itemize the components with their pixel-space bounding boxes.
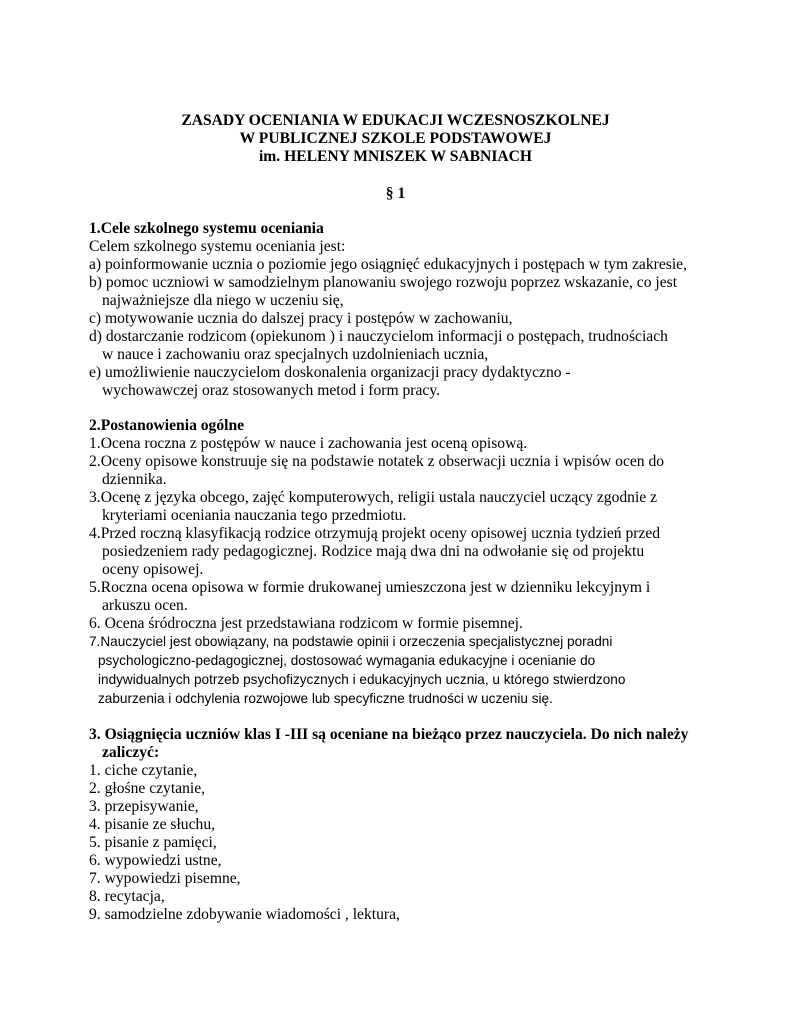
section-1-line: a) poinformowanie ucznia o poziomie jego osiągnięć edukacyjnych i postępach w tym zakresie,	[89, 256, 687, 273]
section-3-heading: 3. Osiągnięcia uczniów klas I -III są oceniane na bieżąco przez nauczyciela. Do nich należy	[89, 726, 689, 743]
section-1-line: najważniejsze dla niego w uczeniu się,	[102, 292, 344, 309]
section-2-line: 3.Ocenę z języka obcego, zajęć komputerowych, religii ustala nauczyciel uczący zgodnie z	[89, 489, 658, 506]
section-2-line: 4.Przed roczną klasyfikacją rodzice otrzymują projekt oceny opisowej ucznia tydzień przed	[89, 525, 661, 542]
section-3-heading-continued: zaliczyć:	[102, 744, 160, 761]
section-2-point-7-line: indywidualnych potrzeb psychofizycznych i edukacyjnych ucznia, u którego stwierdzono	[98, 672, 626, 687]
section-2-heading: 2.Postanowienia ogólne	[89, 417, 245, 434]
section-2-line: 2.Oceny opisowe konstruuje się na podstawie notatek z obserwacji ucznia i wpisów ocen do	[89, 453, 665, 470]
section-2-line: dziennika.	[102, 471, 167, 488]
section-3-list-item: 5. pisanie z pamięci,	[89, 834, 217, 851]
section-3-list-item: 2. głośne czytanie,	[89, 780, 206, 797]
section-1-line: e) umożliwienie nauczycielom doskonalenia organizacji pracy dydaktyczno -	[89, 364, 571, 381]
section-2-line: oceny opisowej.	[102, 561, 204, 578]
section-3-list-item: 4. pisanie ze słuchu,	[89, 816, 216, 833]
section-3-list-item: 7. wypowiedzi pisemne,	[89, 870, 241, 887]
section-2-line: posiedzeniem rady pedagogicznej. Rodzice mają dwa dni na odwołanie się od projektu	[102, 543, 645, 560]
section-2-line: 6. Ocena śródroczna jest przedstawiana rodzicom w formie pisemnej.	[89, 615, 523, 632]
paragraph-mark: § 1	[385, 185, 406, 202]
section-1-line: wychowawczej oraz stosowanych metod i form pracy.	[102, 382, 441, 399]
section-3-list-item: 6. wypowiedzi ustne,	[89, 852, 222, 869]
section-2-point-7-line: zaburzenia i odchylenia rozwojowe lub specyficzne trudności w uczeniu się.	[98, 691, 553, 706]
document-title-line-1: ZASADY OCENIANIA W EDUKACJI WCZESNOSZKOLNEJ	[181, 112, 610, 129]
section-1-line: b) pomoc uczniowi w samodzielnym planowaniu swojego rozwoju poprzez wskazanie, co jest	[89, 274, 678, 291]
section-3-list-item: 8. recytacja,	[89, 888, 165, 905]
section-2-point-7-line: 7.Nauczyciel jest obowiązany, na podstawie opinii i orzeczenia specjalistycznej poradni	[89, 634, 613, 649]
section-1-intro: Celem szkolnego systemu oceniania jest:	[89, 238, 346, 255]
section-3-list-item: 3. przepisywanie,	[89, 798, 199, 815]
section-3-list-item: 1. ciche czytanie,	[89, 762, 198, 779]
section-2-line: kryteriami oceniania nauczania tego przedmiotu.	[102, 507, 407, 524]
section-2-line: 1.Ocena roczna z postępów w nauce i zachowania jest oceną opisową.	[89, 435, 528, 452]
section-3-list-item: 9. samodzielne zdobywanie wiadomości , lektura,	[89, 906, 400, 923]
document-title-line-3: im. HELENY MNISZEK W SABNIACH	[258, 148, 533, 165]
document-title-line-2: W PUBLICZNEJ SZKOLE PODSTAWOWEJ	[239, 130, 552, 147]
section-2-line: arkuszu ocen.	[102, 597, 188, 614]
section-2-point-7-line: psychologiczno-pedagogicznej, dostosować wymagania edukacyjne i ocenianie do	[98, 653, 596, 668]
section-1-heading: 1.Cele szkolnego systemu oceniania	[89, 220, 324, 237]
section-1-line: d) dostarczanie rodzicom (opiekunom ) i nauczycielom informacji o postępach, trudnościach	[89, 328, 668, 345]
section-1-line: c) motywowanie ucznia do dalszej pracy i postępów w zachowaniu,	[89, 310, 513, 327]
section-2-line: 5.Roczna ocena opisowa w formie drukowanej umieszczona jest w dzienniku lekcyjnym i	[89, 579, 651, 596]
section-1-line: w nauce i zachowaniu oraz specjalnych uzdolnieniach ucznia,	[102, 346, 489, 363]
